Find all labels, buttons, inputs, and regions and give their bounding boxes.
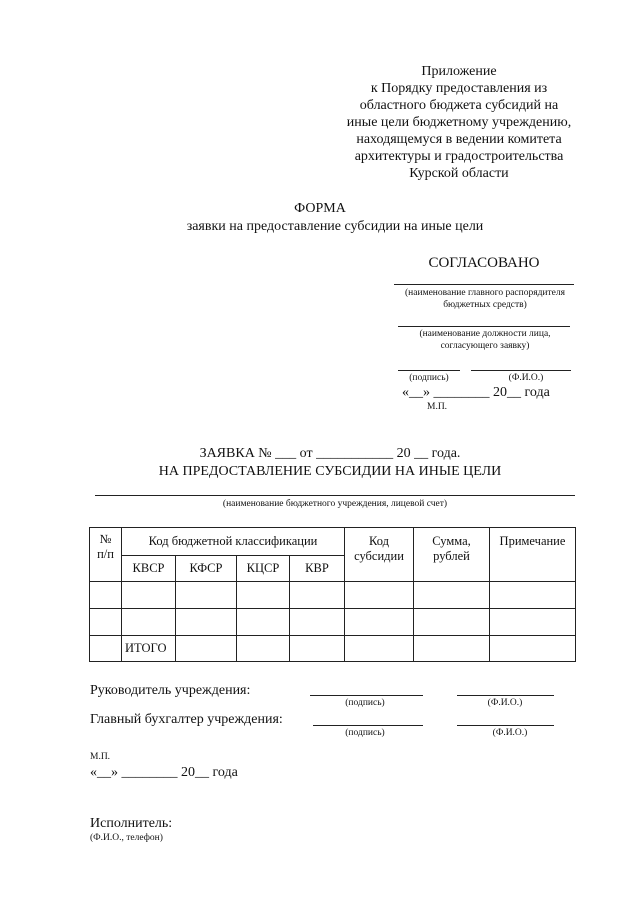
appendix-line-7: Курской области xyxy=(409,166,509,181)
head-fio-line xyxy=(457,695,554,696)
approval-stamp: М.П. xyxy=(427,402,448,412)
approver-position-caption-1: (наименование должности лица, xyxy=(419,329,551,339)
executor-label: Исполнитель: xyxy=(90,816,173,831)
appendix-line-2: к Порядку предоставления из xyxy=(370,81,548,96)
header-kvsr: КВСР xyxy=(122,556,176,582)
approver-sign-line xyxy=(398,370,460,371)
approval-heading: СОГЛАСОВАНО xyxy=(428,255,540,271)
header-sum: Сумма, рублей xyxy=(414,528,490,582)
header-subsidy-code: Код субсидии xyxy=(345,528,414,582)
header-kvr: КВР xyxy=(290,556,345,582)
approver-position-line xyxy=(398,326,570,327)
approver-org-line xyxy=(394,284,574,285)
appendix-line-1: Приложение xyxy=(421,64,497,79)
approver-org-caption-2: бюджетных средств) xyxy=(443,300,527,310)
subsidy-table xyxy=(89,527,576,662)
approver-sign-caption: (подпись) xyxy=(409,373,449,383)
header-kfsr: КФСР xyxy=(176,556,237,582)
table-total-row xyxy=(90,636,576,662)
appendix-line-5: находящемуся в ведении комитета xyxy=(356,132,562,147)
header-kcsr: КЦСР xyxy=(237,556,290,582)
accountant-sign-caption: (подпись) xyxy=(345,728,385,738)
approver-position-caption-2: согласующего заявку) xyxy=(440,341,530,351)
accountant-fio-line xyxy=(457,725,554,726)
accountant-fio-caption: (Ф.И.О.) xyxy=(492,728,528,738)
head-sign-line xyxy=(310,695,423,696)
form-subtitle: заявки на предоставление субсидии на иные цели xyxy=(186,219,484,234)
appendix-line-6: архитектуры и градостроительства xyxy=(354,149,564,164)
accountant-sign-line xyxy=(313,725,423,726)
accountant-label: Главный бухгалтер учреждения: xyxy=(90,712,283,727)
request-title: ЗАЯВКА № ___ от ___________ 20 __ года. xyxy=(199,446,461,461)
signature-date: «__» ________ 20__ года xyxy=(90,765,238,780)
table-row xyxy=(90,609,576,636)
form-title: ФОРМА xyxy=(294,201,346,216)
approver-fio-line xyxy=(471,370,571,371)
approval-date: «__» ________ 20__ года xyxy=(402,385,550,400)
total-label: ИТОГО xyxy=(122,636,176,662)
head-fio-caption: (Ф.И.О.) xyxy=(487,698,523,708)
signature-stamp: М.П. xyxy=(90,752,111,762)
table-row xyxy=(90,582,576,609)
approver-fio-caption: (Ф.И.О.) xyxy=(508,373,544,383)
appendix-line-4: иные цели бюджетному учреждению, xyxy=(346,115,572,130)
header-note: Примечание xyxy=(490,528,576,582)
executor-caption: (Ф.И.О., телефон) xyxy=(90,833,163,843)
org-name-caption: (наименование бюджетного учреждения, лицевой счет) xyxy=(222,499,448,509)
request-subtitle: НА ПРЕДОСТАВЛЕНИЕ СУБСИДИИ НА ИНЫЕ ЦЕЛИ xyxy=(158,464,502,479)
header-budget-code: Код бюджетной классификации xyxy=(122,528,345,556)
head-sign-caption: (подпись) xyxy=(345,698,385,708)
header-num: № п/п xyxy=(90,528,122,582)
approver-org-caption-1: (наименование главного распорядителя xyxy=(405,288,565,298)
org-name-line xyxy=(95,495,575,496)
appendix-line-3: областного бюджета субсидий на xyxy=(359,98,559,113)
head-label: Руководитель учреждения: xyxy=(90,683,251,698)
